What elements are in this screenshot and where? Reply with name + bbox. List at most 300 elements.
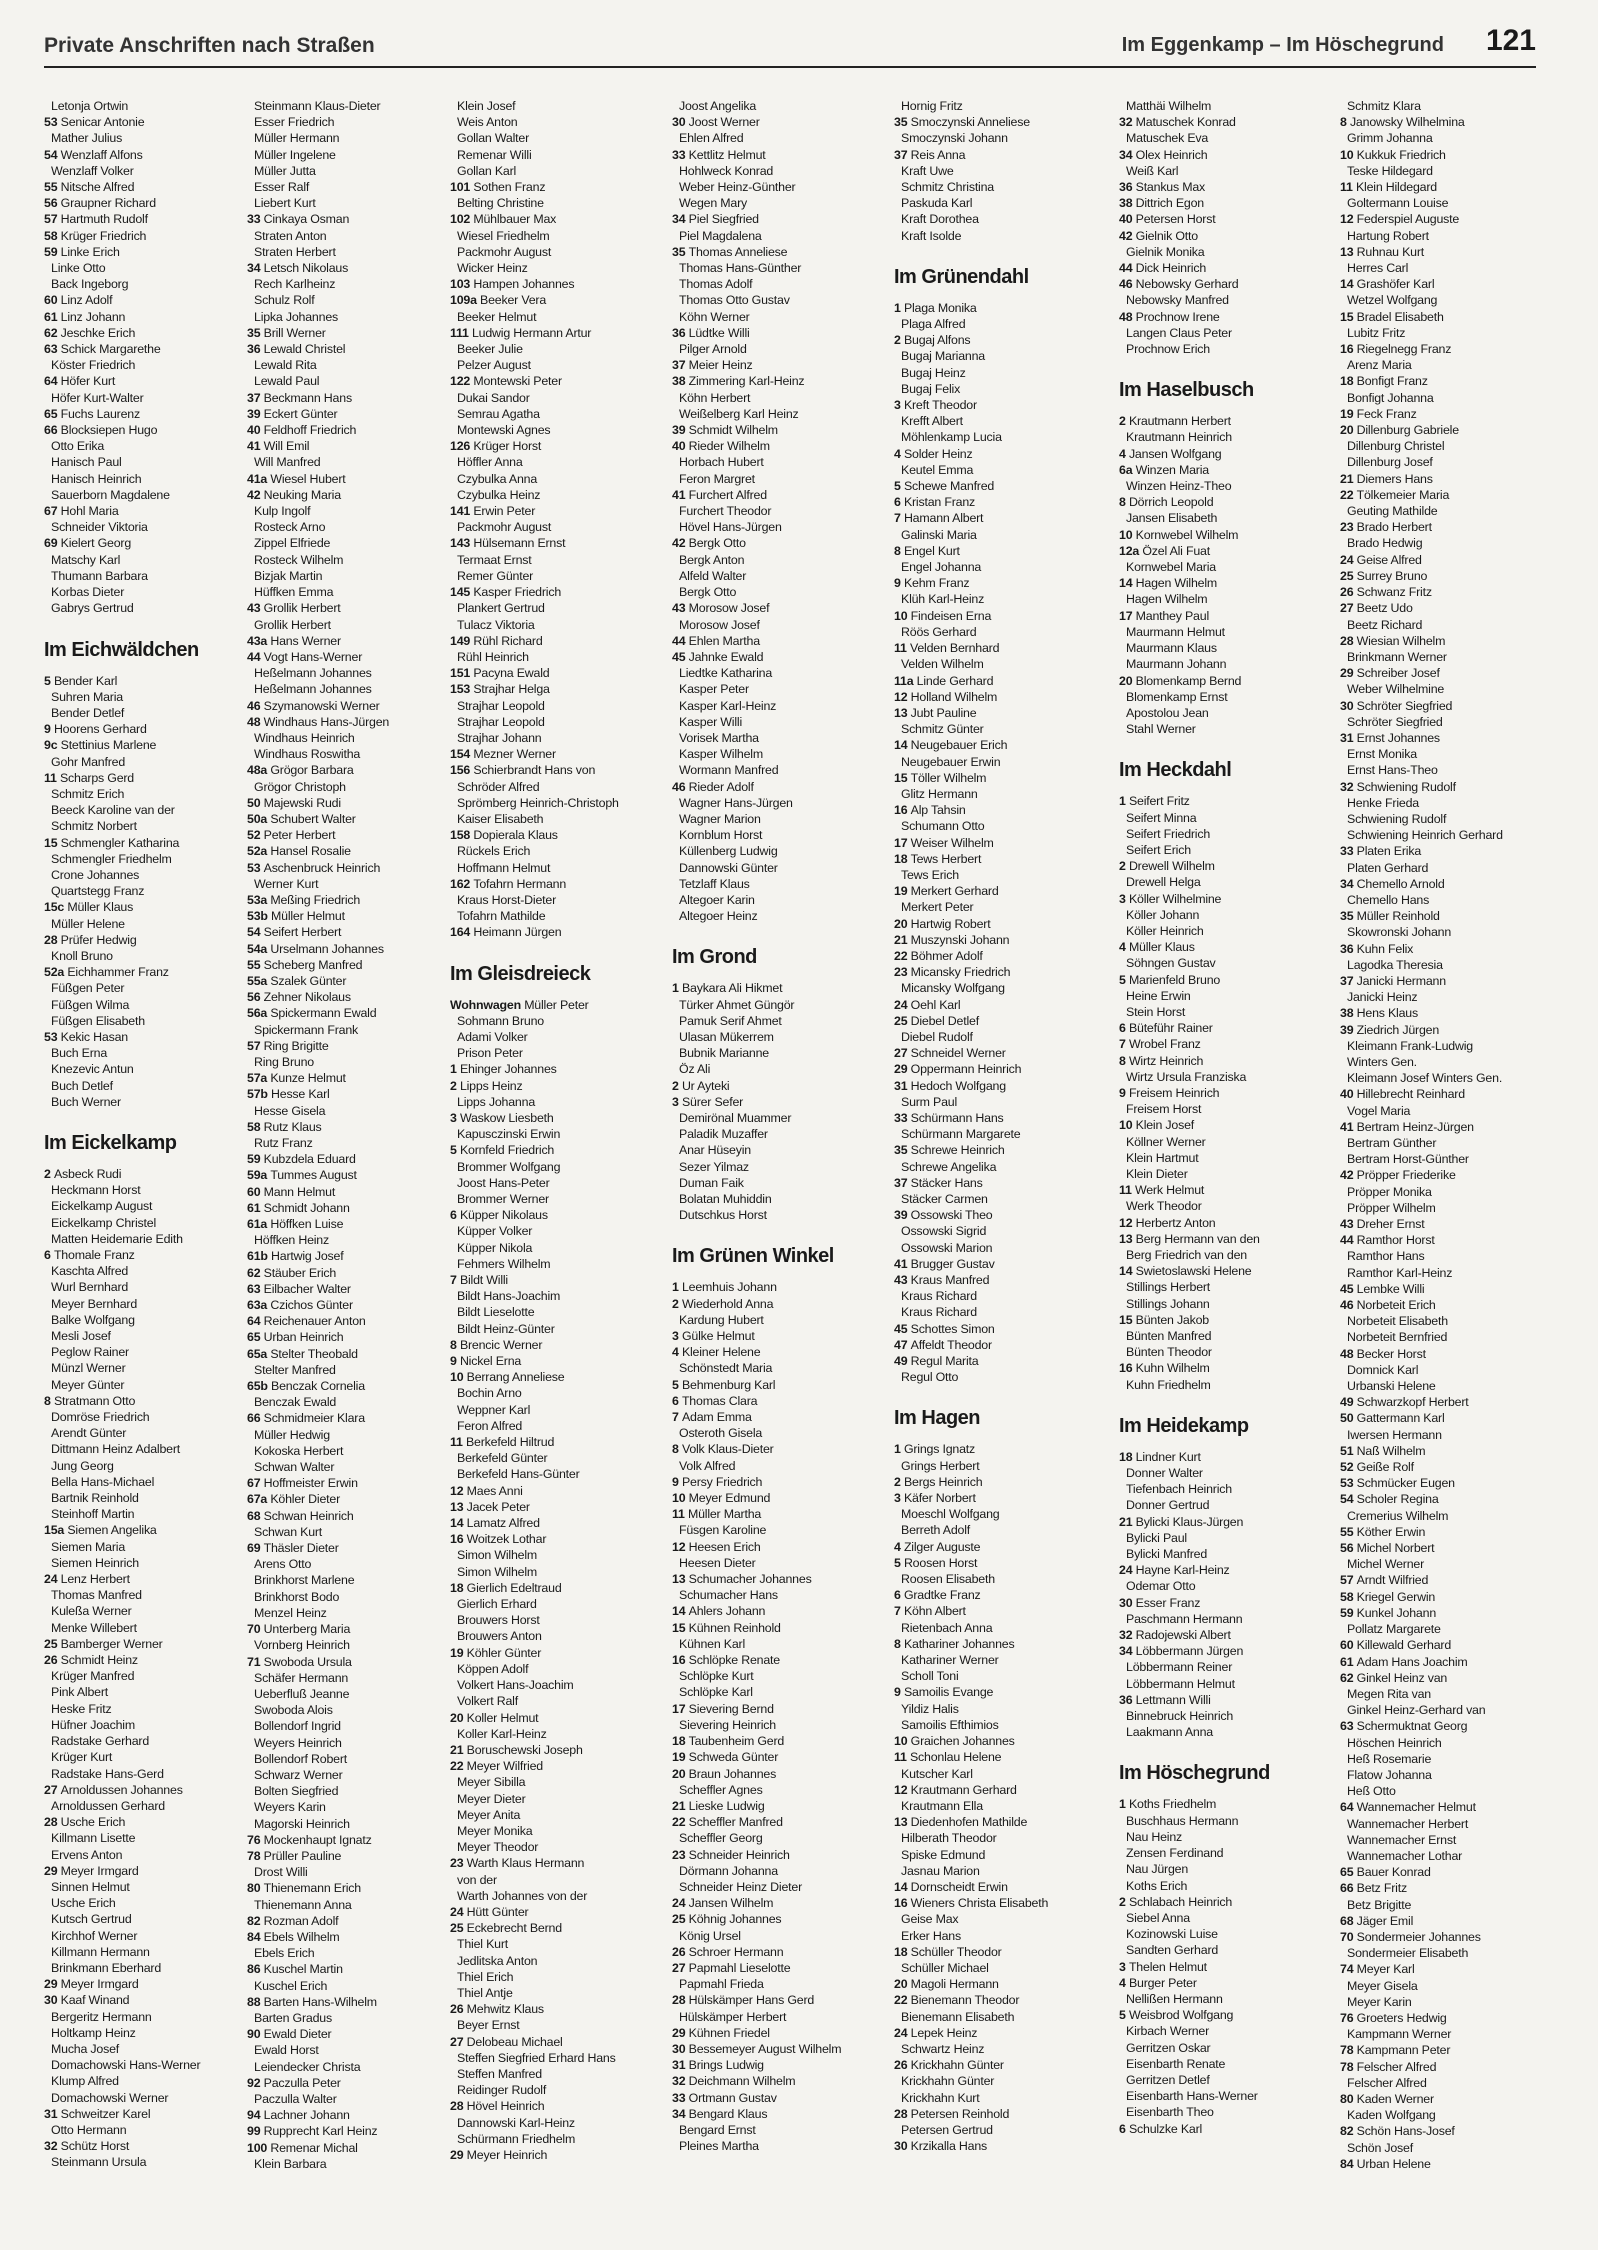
- resident-entry: 60 Linz Adolf: [44, 293, 113, 308]
- resident-entry: Bizjak Martin: [254, 568, 323, 583]
- resident-entry: Arenz Maria: [1347, 358, 1412, 373]
- resident-entry: 12 Holland Wilhelm: [894, 689, 998, 704]
- resident-entry: Kühnen Karl: [679, 1636, 745, 1651]
- resident-entry: Siemen Maria: [51, 1539, 126, 1554]
- resident-entry: Buschhaus Hermann: [1126, 1813, 1239, 1828]
- resident-entry: 65 Fuchs Laurenz: [44, 406, 140, 421]
- resident-entry: Bender Detlef: [51, 705, 125, 720]
- resident-entry: Menke Willebert: [51, 1620, 137, 1635]
- resident-entry: Kasper Peter: [679, 682, 749, 697]
- resident-entry: Höffken Heinz: [254, 1233, 329, 1248]
- resident-entry: 111 Ludwig Hermann Artur: [450, 325, 592, 340]
- resident-entry: Köster Friedrich: [51, 358, 136, 373]
- resident-entry: Rückels Erich: [457, 844, 531, 859]
- resident-entry: 4 Burger Peter: [1119, 1975, 1197, 1990]
- resident-entry: Volkert Ralf: [457, 1694, 518, 1709]
- resident-entry: Jedlitska Anton: [457, 1953, 538, 1968]
- resident-entry: Plankert Gertrud: [457, 601, 545, 616]
- resident-entry: 34 Löbbermann Jürgen: [1119, 1644, 1244, 1659]
- resident-entry: Brinkhorst Marlene: [254, 1573, 355, 1588]
- resident-entry: Seifert Minna: [1126, 810, 1197, 825]
- resident-entry: 1 Seifert Fritz: [1119, 794, 1190, 809]
- resident-entry: Packmohr August: [457, 520, 552, 535]
- resident-entry: 103 Hampen Johannes: [450, 277, 575, 292]
- resident-entry: Bylicki Manfred: [1126, 1547, 1208, 1562]
- resident-entry: 24 Hayne Karl-Heinz: [1119, 1563, 1230, 1578]
- resident-entry: Weber Wilhelmine: [1347, 682, 1445, 697]
- resident-entry: Nellißen Hermann: [1126, 1991, 1223, 2006]
- resident-entry: Demirönal Muammer: [679, 1110, 792, 1125]
- resident-entry: Weiß Karl: [1126, 163, 1179, 178]
- resident-entry: Freisem Horst: [1126, 1102, 1202, 1117]
- resident-entry: 36 Lüdtke Willi: [672, 325, 750, 340]
- resident-entry: Türker Ahmet Güngör: [679, 997, 795, 1012]
- resident-entry: 69 Kielert Georg: [44, 536, 132, 551]
- resident-entry: Urbanski Helene: [1347, 1379, 1436, 1394]
- resident-entry: 94 Lachner Johann: [247, 2108, 350, 2123]
- resident-entry: 78 Prüller Pauline: [247, 1848, 342, 1863]
- resident-entry: Schröder Alfred: [457, 779, 540, 794]
- resident-entry: 4 Zilger Auguste: [894, 1539, 981, 1554]
- resident-entry: Ramthor Karl-Heinz: [1347, 1265, 1453, 1280]
- resident-entry: 7 Hamann Albert: [894, 511, 984, 526]
- resident-entry: 12 Maes Anni: [450, 1483, 523, 1498]
- resident-entry: Buch Werner: [51, 1094, 121, 1109]
- resident-entry: 24 Hütt Günter: [450, 1904, 529, 1919]
- resident-entry: 24 Oehl Karl: [894, 997, 961, 1012]
- resident-entry: Dittmann Heinz Adalbert: [51, 1442, 181, 1457]
- resident-entry: Küpper Nikola: [457, 1240, 533, 1255]
- resident-entry: 3 Sürer Sefer: [672, 1094, 744, 1109]
- resident-entry: Schlöpke Kurt: [679, 1669, 754, 1684]
- resident-entry: 23 Brado Herbert: [1340, 520, 1432, 535]
- resident-entry: Kirbach Werner: [1126, 2024, 1210, 2039]
- resident-entry: Meyer Bernhard: [51, 1296, 138, 1311]
- resident-entry: Otto Hermann: [51, 2122, 127, 2137]
- resident-entry: Heß Rosemarie: [1347, 1751, 1432, 1766]
- resident-entry: Bertram Günther: [1347, 1136, 1437, 1150]
- resident-entry: Altegoer Heinz: [679, 909, 758, 924]
- resident-entry: Bollendorf Ingrid: [254, 1719, 341, 1734]
- resident-entry: Heßelmann Johannes: [254, 682, 372, 697]
- resident-entry: 24 Geise Alfred: [1340, 552, 1422, 567]
- resident-entry: Schwiening Heinrich Gerhard: [1347, 828, 1503, 843]
- resident-entry: Otto Erika: [51, 439, 105, 454]
- resident-entry: Klein Josef: [457, 99, 516, 113]
- resident-entry: 9 Freisem Heinrich: [1119, 1085, 1220, 1100]
- resident-entry: 40 Hillebrecht Reinhard: [1340, 1087, 1465, 1102]
- resident-entry: Bergk Otto: [679, 585, 737, 600]
- resident-entry: Heckmann Horst: [51, 1183, 141, 1198]
- resident-entry: Feron Margret: [679, 471, 755, 486]
- resident-entry: Schwan Kurt: [254, 1524, 323, 1539]
- resident-entry: Köller Heinrich: [1126, 923, 1204, 938]
- resident-entry: Lubitz Fritz: [1347, 325, 1406, 340]
- resident-entry: Gerritzen Oskar: [1126, 2040, 1211, 2055]
- resident-entry: Geise Max: [901, 1912, 959, 1927]
- resident-entry: Kornblum Horst: [679, 828, 763, 843]
- resident-entry: Radstake Hans-Gerd: [51, 1766, 164, 1781]
- resident-entry: Strajhar Leopold: [457, 714, 545, 729]
- resident-entry: Beeck Karoline van der: [51, 803, 175, 818]
- resident-entry: 35 Smoczynski Anneliese: [894, 115, 1030, 130]
- resident-entry: 32 Schwiening Rudolf: [1340, 779, 1456, 794]
- resident-entry: 9 Kehm Franz: [894, 576, 970, 591]
- resident-entry: Kraus Richard: [901, 1305, 977, 1320]
- resident-entry: Schürmann Friedhelm: [457, 2131, 576, 2146]
- resident-entry: Norbeteit Bernfried: [1347, 1330, 1448, 1345]
- resident-entry: 14 Ahlers Johann: [672, 1604, 766, 1619]
- resident-entry: Ramthor Hans: [1347, 1249, 1425, 1264]
- resident-entry: Hartung Robert: [1347, 228, 1429, 243]
- resident-entry: Kaschta Alfred: [51, 1264, 129, 1279]
- resident-entry: Beeker Helmut: [457, 309, 537, 324]
- resident-entry: Küllenberg Ludwig: [679, 844, 778, 859]
- resident-entry: 27 Beetz Udo: [1340, 601, 1413, 616]
- resident-entry: Söhngen Gustav: [1126, 956, 1216, 971]
- resident-entry: Thomas Manfred: [51, 1588, 142, 1603]
- resident-entry: Bella Hans-Michael: [51, 1474, 155, 1489]
- resident-entry: Prison Peter: [457, 1046, 523, 1061]
- resident-entry: 7 Wrobel Franz: [1119, 1037, 1201, 1052]
- resident-entry: 21 Muszynski Johann: [894, 932, 1010, 947]
- resident-entry: 35 Schrewe Heinrich: [894, 1143, 1005, 1158]
- resident-entry: 80 Thienemann Erich: [247, 1881, 361, 1896]
- resident-entry: Bubnik Marianne: [679, 1046, 769, 1061]
- resident-entry: 53 Kekic Hasan: [44, 1029, 128, 1044]
- resident-entry: 51 Naß Wilhelm: [1340, 1443, 1426, 1458]
- resident-entry: 64 Höfer Kurt: [44, 374, 116, 389]
- resident-entry: 2 Ur Ayteki: [672, 1078, 730, 1093]
- resident-entry: 3 Thelen Helmut: [1119, 1959, 1207, 1974]
- resident-entry: Czybulka Anna: [457, 471, 538, 486]
- resident-entry: Felscher Alfred: [1347, 2075, 1427, 2090]
- resident-entry: Schwartz Heinz: [901, 2041, 985, 2056]
- resident-entry: 61 Adam Hans Joachim: [1340, 1654, 1468, 1669]
- resident-entry: Matschy Karl: [51, 552, 121, 567]
- resident-entry: 17 Sievering Bernd: [672, 1701, 774, 1716]
- resident-entry: Füßgen Wilma: [51, 997, 130, 1012]
- resident-entry: 48 Windhaus Hans-Jürgen: [247, 714, 390, 729]
- resident-entry: Kozinowski Luise: [1126, 1927, 1218, 1942]
- resident-entry: 2 Schlabach Heinrich: [1119, 1894, 1233, 1909]
- resident-entry: 38 Hens Klaus: [1340, 1006, 1418, 1021]
- resident-entry: Brommer Werner: [457, 1192, 549, 1206]
- resident-entry: 11a Linde Gerhard: [894, 673, 994, 688]
- resident-entry: 62 Ginkel Heinz van: [1340, 1670, 1448, 1685]
- resident-entry: 57 Ring Brigitte: [247, 1038, 329, 1053]
- street-heading: Im Haselbusch: [1119, 379, 1254, 402]
- resident-entry: Will Manfred: [254, 455, 321, 470]
- resident-entry: 26 Schwanz Fritz: [1340, 585, 1432, 600]
- resident-entry: Wannemacher Ernst: [1347, 1832, 1457, 1847]
- resident-entry: Schönstedt Maria: [679, 1361, 773, 1376]
- resident-entry: Kuhn Friedhelm: [1126, 1377, 1211, 1392]
- resident-entry: Kirchhof Werner: [51, 1928, 138, 1943]
- resident-entry: Wicker Heinz: [457, 261, 528, 276]
- resident-entry: Gabrys Gertrud: [51, 601, 134, 616]
- resident-entry: 61b Hartwig Josef: [247, 1249, 344, 1264]
- resident-entry: 19 Schweda Günter: [672, 1750, 779, 1765]
- resident-entry: von der: [457, 1872, 497, 1887]
- resident-entry: Schüller Michael: [901, 1960, 989, 1975]
- resident-entry: Galinski Maria: [901, 527, 977, 542]
- resident-entry: 9c Stettinius Marlene: [44, 738, 157, 753]
- resident-entry: Windhaus Heinrich: [254, 730, 355, 745]
- resident-entry: Ossowski Sigrid: [901, 1224, 987, 1239]
- resident-entry: Remer Günter: [457, 568, 534, 583]
- resident-entry: 44 Ramthor Horst: [1340, 1233, 1435, 1248]
- resident-entry: Weber Heinz-Günther: [679, 180, 796, 195]
- resident-entry: Schmitz Klara: [1347, 99, 1421, 113]
- resident-entry: 8 Brencic Werner: [450, 1337, 543, 1352]
- resident-entry: 13 Ruhnau Kurt: [1340, 244, 1424, 259]
- resident-entry: 9 Samoilis Evange: [894, 1685, 994, 1700]
- resident-entry: 65a Stelter Theobald: [247, 1346, 358, 1361]
- resident-entry: 21 Lieske Ludwig: [672, 1798, 765, 1813]
- resident-entry: Öz Ali: [679, 1062, 711, 1077]
- resident-entry: 2 Wiederhold Anna: [672, 1296, 774, 1311]
- resident-entry: Hüfner Joachim: [51, 1717, 135, 1732]
- resident-entry: Spickermann Frank: [254, 1022, 359, 1037]
- resident-entry: Diebel Rudolf: [901, 1029, 973, 1044]
- resident-entry: 109a Beeker Vera: [450, 293, 547, 308]
- resident-entry: 15a Siemen Angelika: [44, 1523, 157, 1538]
- resident-entry: Hagen Wilhelm: [1126, 592, 1208, 607]
- resident-entry: Henke Frieda: [1347, 795, 1419, 810]
- resident-entry: 21 Diemers Hans: [1340, 471, 1433, 486]
- resident-entry: 15 Bünten Jakob: [1119, 1312, 1210, 1327]
- resident-entry: Arens Otto: [254, 1557, 312, 1572]
- resident-entry: 10 Meyer Edmund: [672, 1491, 771, 1506]
- resident-entry: Killmann Lisette: [51, 1831, 136, 1846]
- resident-entry: 37 Janicki Hermann: [1340, 973, 1446, 988]
- street-heading: Im Grünendahl: [894, 265, 1029, 288]
- resident-entry: 82 Rozman Adolf: [247, 1913, 339, 1928]
- resident-entry: 100 Remenar Michal: [247, 2140, 358, 2155]
- resident-entry: 8 Kathariner Johannes: [894, 1636, 1015, 1651]
- resident-entry: 84 Ebels Wilhelm: [247, 1929, 340, 1944]
- resident-entry: Bergk Anton: [679, 552, 745, 567]
- resident-entry: Bünten Manfred: [1126, 1329, 1212, 1344]
- resident-entry: 57b Hesse Karl: [247, 1087, 330, 1102]
- resident-entry: 24 Jansen Wilhelm: [672, 1896, 774, 1911]
- resident-entry: 19 Köhler Günter: [450, 1645, 542, 1660]
- resident-entry: Windhaus Roswitha: [254, 747, 361, 762]
- resident-entry: Grimm Johanna: [1347, 131, 1433, 146]
- resident-entry: Herres Carl: [1347, 261, 1409, 276]
- resident-entry: Löbbermann Helmut: [1126, 1676, 1235, 1691]
- resident-entry: 43 Kraus Manfred: [894, 1273, 990, 1288]
- resident-entry: Moeschl Wolfgang: [901, 1507, 1000, 1522]
- resident-entry: 43 Dreher Ernst: [1340, 1217, 1425, 1232]
- resident-entry: Rosteck Arno: [254, 520, 326, 535]
- resident-entry: Strajhar Leopold: [457, 698, 545, 713]
- resident-entry: Ernst Monika: [1347, 747, 1417, 762]
- resident-entry: 20 Blomenkamp Bernd: [1119, 673, 1242, 688]
- resident-entry: Pleines Martha: [679, 2139, 759, 2154]
- resident-entry: 53 Schmücker Eugen: [1340, 1476, 1455, 1491]
- resident-entry: 55 Köther Erwin: [1340, 1524, 1426, 1539]
- resident-entry: Steinmann Ursula: [51, 2155, 147, 2170]
- resident-entry: Balke Wolfgang: [51, 1312, 135, 1327]
- resident-entry: Kornwebel Maria: [1126, 560, 1216, 575]
- resident-entry: 33 Platen Erika: [1340, 844, 1422, 859]
- resident-entry: Menzel Heinz: [254, 1605, 327, 1620]
- resident-entry: Krüger Kurt: [51, 1750, 113, 1765]
- resident-entry: Brinkmann Werner: [1347, 649, 1447, 664]
- resident-entry: Wohnwagen Müller Peter: [450, 997, 589, 1012]
- resident-entry: 14 Swietoslawski Helene: [1119, 1264, 1252, 1279]
- resident-entry: 59 Kubzdela Eduard: [247, 1152, 356, 1167]
- resident-entry: 71 Swoboda Ursula: [247, 1654, 352, 1669]
- resident-entry: 60 Mann Helmut: [247, 1184, 336, 1199]
- resident-entry: 54 Scholer Regina: [1340, 1492, 1439, 1507]
- resident-entry: Adami Volker: [457, 1029, 528, 1044]
- resident-entry: Siemen Heinrich: [51, 1555, 139, 1570]
- resident-entry: Zippel Elfriede: [254, 536, 331, 551]
- resident-entry: Pelzer August: [457, 358, 531, 373]
- resident-entry: Drost Willi: [254, 1865, 308, 1880]
- resident-entry: Smoczynski Johann: [901, 131, 1008, 146]
- resident-entry: 99 Rupprecht Karl Heinz: [247, 2124, 378, 2139]
- resident-entry: Brouwers Horst: [457, 1613, 540, 1628]
- resident-entry: Holtkamp Heinz: [51, 2025, 136, 2040]
- resident-entry: Krickhahn Kurt: [901, 2090, 980, 2105]
- resident-entry: 63 Schermuktnat Georg: [1340, 1719, 1468, 1734]
- resident-entry: Hüffken Emma: [254, 585, 334, 600]
- resident-entry: 25 Surrey Bruno: [1340, 568, 1428, 583]
- resident-entry: 17 Manthey Paul: [1119, 608, 1209, 623]
- resident-entry: Mather Julius: [51, 131, 123, 146]
- resident-entry: Heske Fritz: [51, 1701, 112, 1716]
- resident-entry: Kokoska Herbert: [254, 1443, 344, 1458]
- resident-entry: Schumann Otto: [901, 819, 985, 834]
- resident-entry: 32 Schütz Horst: [44, 2139, 130, 2154]
- address-column: [894, 98, 1108, 2238]
- resident-entry: Arendt Günter: [51, 1426, 127, 1441]
- resident-entry: Wegen Mary: [679, 196, 748, 211]
- resident-entry: 50a Schubert Walter: [247, 811, 356, 826]
- resident-entry: 68 Jäger Emil: [1340, 1913, 1414, 1928]
- resident-entry: Eisenbarth Hans-Werner: [1126, 2089, 1258, 2104]
- resident-entry: Thienemann Anna: [254, 1897, 352, 1912]
- resident-entry: Schröter Siegfried: [1347, 714, 1443, 729]
- resident-entry: 36 Lettmann Willi: [1119, 1692, 1211, 1707]
- resident-entry: König Ursel: [679, 1928, 741, 1943]
- resident-entry: Sezer Yilmaz: [679, 1159, 749, 1174]
- resident-entry: 27 Arnoldussen Johannes: [44, 1782, 183, 1797]
- resident-entry: Odemar Otto: [1126, 1579, 1196, 1594]
- resident-entry: 58 Kriegel Gerwin: [1340, 1589, 1436, 1604]
- resident-entry: 8 Stratmann Otto: [44, 1393, 136, 1408]
- street-heading: Im Grond: [672, 946, 757, 969]
- resident-entry: Kraus Horst-Dieter: [457, 892, 556, 907]
- resident-entry: 12 Krautmann Gerhard: [894, 1782, 1017, 1797]
- resident-entry: Sinnen Helmut: [51, 1879, 130, 1894]
- resident-entry: Koller Karl-Heinz: [457, 1726, 547, 1741]
- resident-entry: 3 Käfer Norbert: [894, 1491, 976, 1506]
- resident-entry: Schmitz Christina: [901, 180, 994, 195]
- resident-entry: 102 Mühlbauer Max: [450, 212, 557, 227]
- resident-entry: Krefft Albert: [901, 414, 963, 429]
- resident-entry: Blomenkamp Ernst: [1126, 689, 1228, 704]
- resident-entry: Lewald Paul: [254, 374, 320, 389]
- resident-entry: Suhren Maria: [51, 689, 123, 704]
- resident-entry: Bildt Lieselotte: [457, 1305, 535, 1320]
- resident-entry: 66 Schmidmeier Klara: [247, 1411, 365, 1426]
- resident-entry: Prochnow Erich: [1126, 342, 1210, 357]
- resident-entry: 80 Kaden Werner: [1340, 2091, 1434, 2106]
- resident-entry: 6 Gradtke Franz: [894, 1588, 981, 1603]
- resident-entry: Samoilis Efthimios: [901, 1717, 999, 1732]
- header-section-title: Private Anschriften nach Straßen: [44, 34, 375, 57]
- resident-entry: Eickelkamp August: [51, 1199, 153, 1214]
- resident-entry: Esser Friedrich: [254, 115, 335, 130]
- resident-entry: 7 Bildt Willi: [450, 1273, 508, 1288]
- resident-entry: 164 Heimann Jürgen: [450, 925, 562, 940]
- resident-entry: 5 Bender Karl: [44, 673, 118, 688]
- resident-entry: Gohr Manfred: [51, 754, 126, 769]
- resident-entry: 14 Grashöfer Karl: [1340, 277, 1435, 292]
- resident-entry: Nebowsky Manfred: [1126, 293, 1229, 308]
- resident-entry: 5 Schewe Manfred: [894, 479, 995, 494]
- resident-entry: 9 Nickel Erna: [450, 1354, 522, 1369]
- resident-entry: Ring Bruno: [254, 1054, 314, 1069]
- resident-entry: 42 Gielnik Otto: [1119, 228, 1198, 243]
- street-heading: Im Eickelkamp: [44, 1131, 177, 1154]
- resident-entry: Klein Hartmut: [1126, 1150, 1199, 1165]
- resident-entry: 48 Becker Horst: [1340, 1346, 1426, 1361]
- resident-entry: Sohmann Bruno: [457, 1013, 544, 1028]
- resident-entry: 53 Senicar Antonie: [44, 115, 145, 130]
- page-header: [44, 24, 1536, 68]
- resident-entry: 2 Drewell Wilhelm: [1119, 859, 1215, 874]
- resident-entry: Klüh Karl-Heinz: [901, 592, 985, 607]
- resident-entry: 30 Kaaf Winand: [44, 1993, 130, 2008]
- resident-entry: Bünten Theodor: [1126, 1345, 1212, 1360]
- resident-entry: 3 Kreft Theodor: [894, 398, 977, 413]
- resident-entry: Bengard Ernst: [679, 2122, 756, 2137]
- resident-entry: 78 Felscher Alfred: [1340, 2059, 1437, 2074]
- resident-entry: 6 Kristan Franz: [894, 495, 976, 510]
- resident-entry: 24 Lenz Herbert: [44, 1572, 130, 1587]
- resident-entry: 24 Lepek Heinz: [894, 2025, 978, 2040]
- resident-entry: Schumacher Hans: [679, 1588, 778, 1603]
- resident-entry: 1 Koths Friedhelm: [1119, 1797, 1217, 1812]
- resident-entry: 151 Pacyna Ewald: [450, 666, 550, 681]
- resident-entry: 41 Brugger Gustav: [894, 1256, 995, 1271]
- resident-entry: Bartnik Reinhold: [51, 1491, 139, 1506]
- resident-entry: Höffler Anna: [457, 455, 523, 470]
- resident-entry: Stahl Werner: [1126, 722, 1196, 737]
- resident-entry: Petersen Gertrud: [901, 2122, 993, 2137]
- resident-entry: Thiel Kurt: [457, 1937, 509, 1952]
- resident-entry: Buch Erna: [51, 1046, 108, 1061]
- resident-entry: 62 Stäuber Erich: [247, 1265, 337, 1280]
- resident-entry: Werk Theodor: [1126, 1199, 1202, 1214]
- resident-entry: 10 Kornwebel Wilhelm: [1119, 527, 1239, 542]
- resident-entry: Gierlich Erhard: [457, 1597, 537, 1612]
- resident-entry: Flatow Johanna: [1347, 1767, 1432, 1782]
- resident-entry: 49 Regul Marita: [894, 1354, 979, 1369]
- resident-entry: 15c Müller Klaus: [44, 900, 134, 915]
- resident-entry: 22 Bienemann Theodor: [894, 1993, 1020, 2008]
- resident-entry: 11 Werk Helmut: [1119, 1183, 1205, 1198]
- resident-entry: 40 Petersen Horst: [1119, 212, 1216, 227]
- resident-entry: Füsgen Karoline: [679, 1523, 767, 1538]
- resident-entry: 22 Meyer Wilfried: [450, 1759, 543, 1774]
